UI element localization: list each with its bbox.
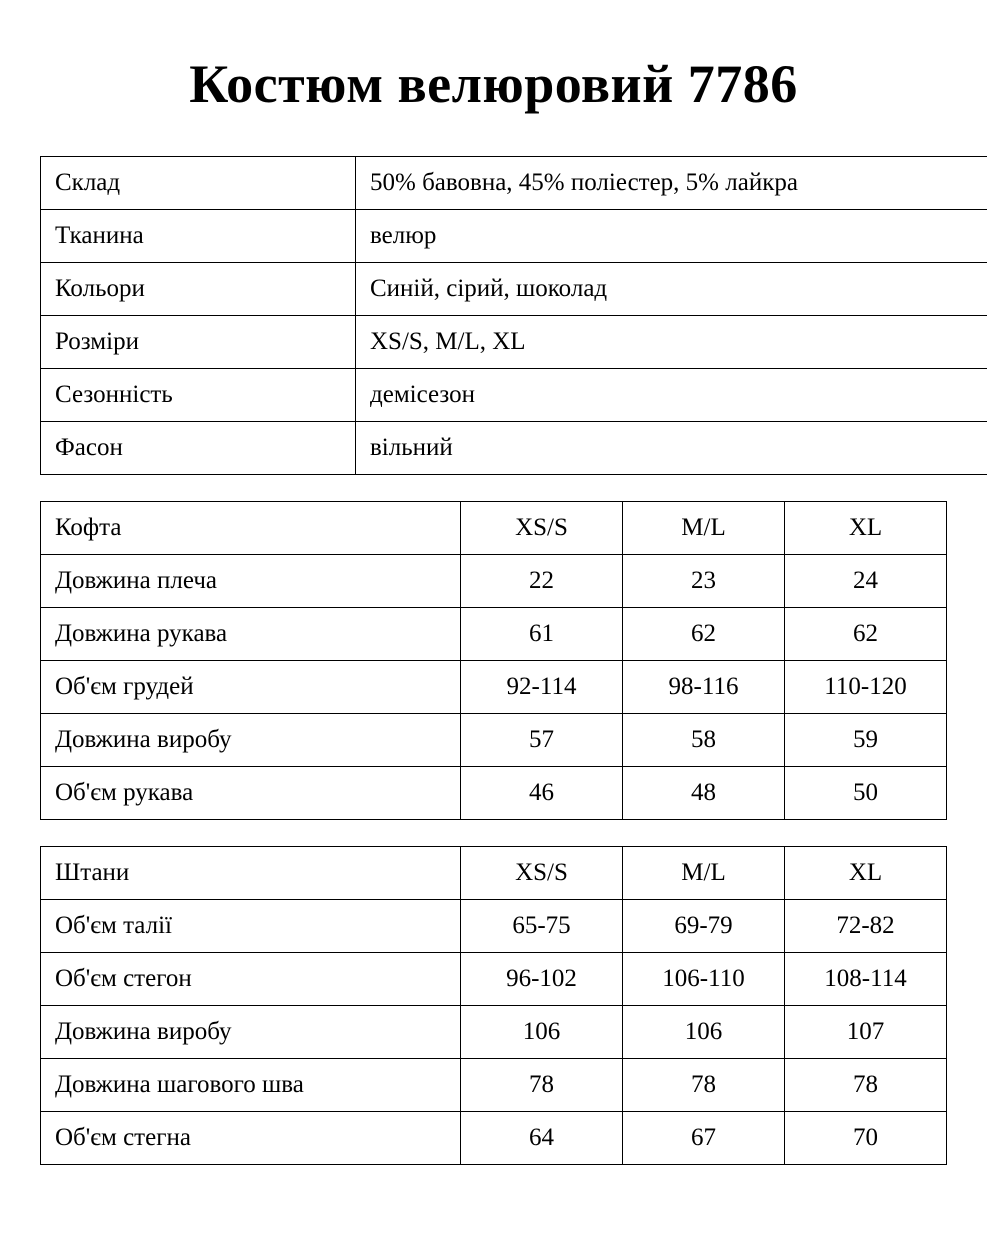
product-attributes-table bbox=[40, 156, 987, 475]
measurement-value: 72-82 bbox=[785, 900, 947, 953]
column-header-garment: Кофта bbox=[41, 502, 461, 555]
table-row bbox=[41, 767, 947, 820]
measurement-value: 64 bbox=[461, 1112, 623, 1165]
bottom-measurements-table bbox=[40, 846, 947, 1165]
table-row bbox=[41, 316, 987, 369]
column-header-size: XL bbox=[785, 847, 947, 900]
measurement-value: 96-102 bbox=[461, 953, 623, 1006]
table-header-row bbox=[41, 502, 947, 555]
attribute-value: Синій, сірий, шоколад bbox=[356, 263, 987, 316]
measurement-name: Довжина виробу bbox=[41, 1006, 461, 1059]
measurement-value: 78 bbox=[785, 1059, 947, 1112]
attribute-label: Фасон bbox=[41, 422, 356, 475]
table-row bbox=[41, 608, 947, 661]
measurement-value: 65-75 bbox=[461, 900, 623, 953]
table-row bbox=[41, 661, 947, 714]
attribute-label: Сезонність bbox=[41, 369, 356, 422]
measurement-name: Об'єм стегна bbox=[41, 1112, 461, 1165]
attribute-value: XS/S, M/L, XL bbox=[356, 316, 987, 369]
column-header-size: XL bbox=[785, 502, 947, 555]
table-row bbox=[41, 263, 987, 316]
measurement-value: 106 bbox=[461, 1006, 623, 1059]
table-row bbox=[41, 1112, 947, 1165]
measurement-value: 110-120 bbox=[785, 661, 947, 714]
measurement-name: Об'єм рукава bbox=[41, 767, 461, 820]
measurement-name: Довжина шагового шва bbox=[41, 1059, 461, 1112]
table-row bbox=[41, 210, 987, 263]
table-row bbox=[41, 555, 947, 608]
measurement-value: 62 bbox=[785, 608, 947, 661]
table-header-row bbox=[41, 847, 947, 900]
measurement-value: 78 bbox=[623, 1059, 785, 1112]
measurement-name: Об'єм стегон bbox=[41, 953, 461, 1006]
measurement-name: Довжина рукава bbox=[41, 608, 461, 661]
table-row bbox=[41, 157, 987, 210]
measurement-value: 106 bbox=[623, 1006, 785, 1059]
table-row bbox=[41, 422, 987, 475]
attribute-label: Тканина bbox=[41, 210, 356, 263]
measurement-name: Об'єм талії bbox=[41, 900, 461, 953]
measurement-value: 70 bbox=[785, 1112, 947, 1165]
measurement-value: 107 bbox=[785, 1006, 947, 1059]
table-row bbox=[41, 953, 947, 1006]
table-row bbox=[41, 1006, 947, 1059]
column-header-size: XS/S bbox=[461, 502, 623, 555]
column-header-size: M/L bbox=[623, 502, 785, 555]
measurement-value: 106-110 bbox=[623, 953, 785, 1006]
table-row bbox=[41, 1059, 947, 1112]
attribute-label: Склад bbox=[41, 157, 356, 210]
table-row bbox=[41, 369, 987, 422]
attribute-value: вільний bbox=[356, 422, 987, 475]
top-measurements-table bbox=[40, 501, 947, 820]
measurement-value: 61 bbox=[461, 608, 623, 661]
measurement-value: 62 bbox=[623, 608, 785, 661]
measurement-name: Довжина плеча bbox=[41, 555, 461, 608]
attribute-value: 50% бавовна, 45% поліестер, 5% лайкра bbox=[356, 157, 987, 210]
measurement-value: 98-116 bbox=[623, 661, 785, 714]
measurement-value: 108-114 bbox=[785, 953, 947, 1006]
measurement-name: Об'єм грудей bbox=[41, 661, 461, 714]
column-header-size: M/L bbox=[623, 847, 785, 900]
measurement-value: 57 bbox=[461, 714, 623, 767]
table-row bbox=[41, 714, 947, 767]
page-title: Костюм велюровий 7786 bbox=[189, 54, 798, 114]
measurement-value: 78 bbox=[461, 1059, 623, 1112]
column-header-size: XS/S bbox=[461, 847, 623, 900]
measurement-value: 50 bbox=[785, 767, 947, 820]
measurement-value: 48 bbox=[623, 767, 785, 820]
column-header-garment: Штани bbox=[41, 847, 461, 900]
attribute-label: Кольори bbox=[41, 263, 356, 316]
measurement-name: Довжина виробу bbox=[41, 714, 461, 767]
measurement-value: 22 bbox=[461, 555, 623, 608]
attribute-value: велюр bbox=[356, 210, 987, 263]
measurement-value: 23 bbox=[623, 555, 785, 608]
measurement-value: 92-114 bbox=[461, 661, 623, 714]
measurement-value: 59 bbox=[785, 714, 947, 767]
attribute-value: демісезон bbox=[356, 369, 987, 422]
measurement-value: 46 bbox=[461, 767, 623, 820]
measurement-value: 67 bbox=[623, 1112, 785, 1165]
measurement-value: 24 bbox=[785, 555, 947, 608]
table-row bbox=[41, 900, 947, 953]
measurement-value: 69-79 bbox=[623, 900, 785, 953]
attribute-label: Розміри bbox=[41, 316, 356, 369]
measurement-value: 58 bbox=[623, 714, 785, 767]
